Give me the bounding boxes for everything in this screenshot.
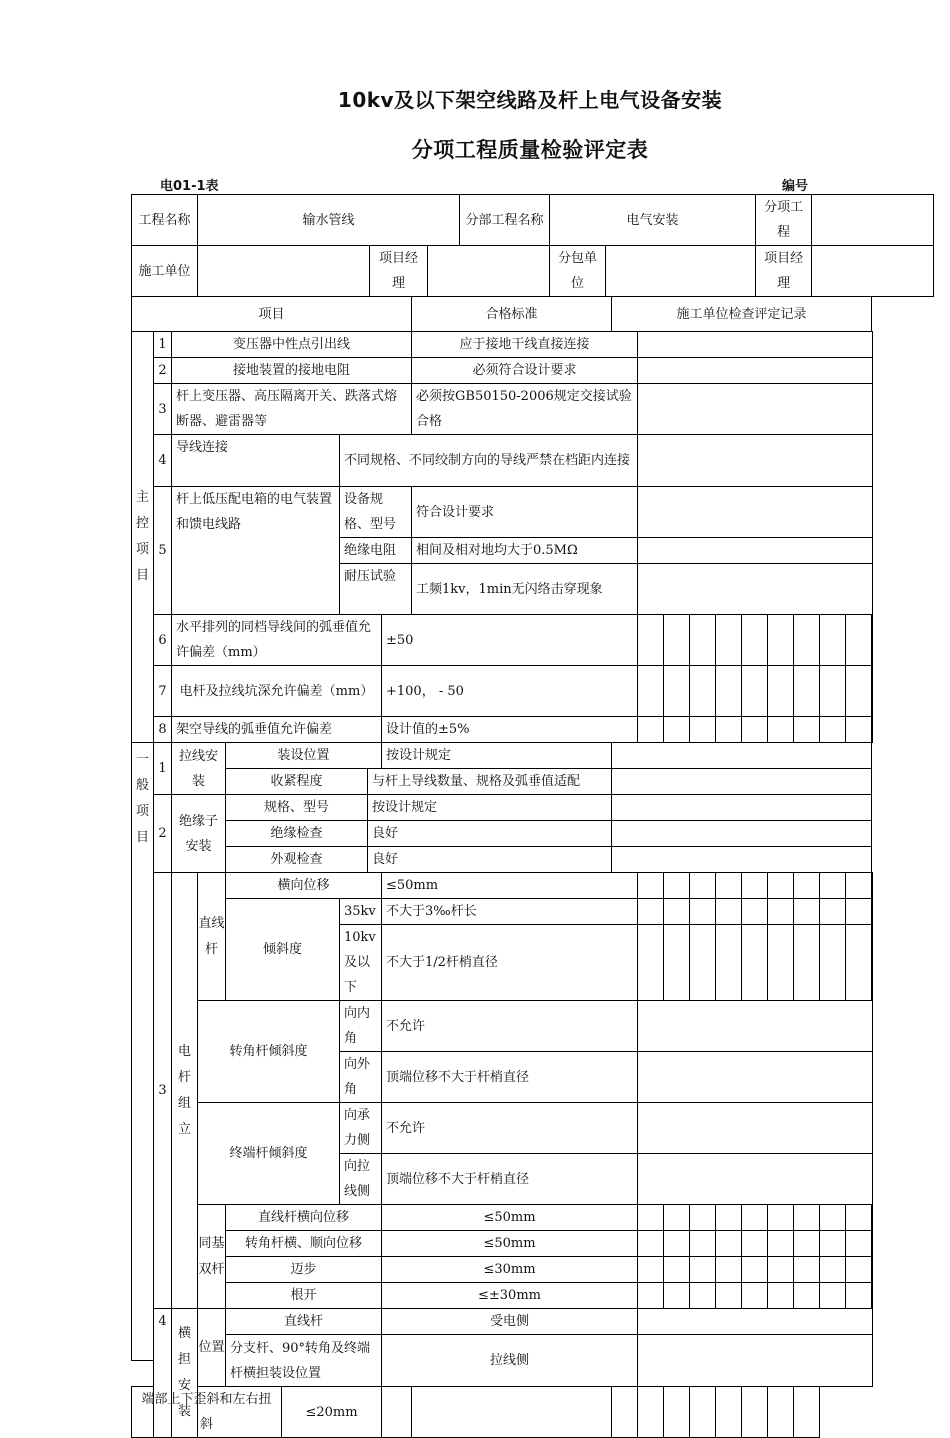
contractor-value (198, 246, 370, 297)
sub-standard: ≤30mm (382, 1257, 638, 1283)
sub-item: 规格、型号 (226, 795, 368, 821)
sub-standard: 相间及相对地均大于0.5MΩ (412, 538, 638, 564)
sub-standard: 拉线侧 (382, 1335, 638, 1387)
row-standard: 必须按GB50150-2006规定交接试验合格 (412, 384, 638, 435)
project-name-label: 工程名称 (132, 195, 198, 246)
row-item: 杆上变压器、高压隔离开关、跌落式熔断器、避雷器等 (172, 384, 412, 435)
row-standard: 设计值的±5% (382, 717, 638, 743)
double-pole-label: 同基双杆 (198, 1205, 226, 1309)
pm-value (428, 246, 550, 297)
header-table (131, 194, 934, 297)
row-record (638, 1335, 873, 1387)
contractor-label: 施工单位 (132, 246, 198, 297)
row-standard: 不同规格、不同绞制方向的导线严禁在档距内连接 (340, 435, 638, 487)
row-record (638, 358, 873, 384)
row-record (638, 564, 873, 615)
sub-standard: 工频1kv，1min无闪络击穿现象 (412, 564, 638, 615)
row-record (612, 743, 872, 769)
sub-standard: 不大于1/2杆梢直径 (382, 925, 638, 1001)
form-title-line1: 10kv及以下架空线路及杆上电气设备安装 (337, 88, 723, 112)
row-record (638, 538, 873, 564)
sub-standard: 与杆上导线数量、规格及弧垂值适配 (368, 769, 612, 795)
row-no: 3 (154, 873, 172, 1309)
sub-standard: ≤50mm (382, 873, 638, 899)
row-record (612, 795, 872, 821)
row-no: 4 (154, 435, 172, 487)
sub-item: 端部上下歪斜和左右扭斜 (132, 1387, 282, 1438)
corner-pole-label: 转角杆倾斜度 (198, 1001, 340, 1103)
row-record (638, 1052, 873, 1103)
sub-standard: 受电侧 (382, 1309, 638, 1335)
row-standard: ±50 (382, 615, 638, 666)
sub-item: 设备规格、型号 (340, 487, 412, 538)
row-item: 架空导线的弧垂值允许偏差 (172, 717, 382, 743)
sub-standard: 良好 (368, 847, 612, 873)
sub-item: 横向位移 (226, 873, 382, 899)
col-standard: 合格标准 (412, 297, 612, 332)
col-record: 施工单位检查评定记录 (612, 297, 872, 332)
sub-item: 外观检查 (226, 847, 368, 873)
row-record (638, 1001, 873, 1052)
row-no: 8 (154, 717, 172, 743)
sub-item: 绝缘电阻 (340, 538, 412, 564)
sub-standard: 不允许 (382, 1103, 638, 1154)
row-no: 6 (154, 615, 172, 666)
col-item: 项目 (132, 297, 412, 332)
row-record (638, 332, 873, 358)
row-item: 杆上低压配电箱的电气装置和馈电线路 (172, 487, 340, 615)
row-no: 3 (154, 384, 172, 435)
sub-item: 根开 (226, 1283, 382, 1309)
sub-item: 向外角 (340, 1052, 382, 1103)
sub-standard: ≤±30mm (382, 1283, 638, 1309)
row-item: 导线连接 (172, 435, 340, 487)
sub-standard: 不大于3‰杆长 (382, 899, 638, 925)
division-value: 电气安装 (550, 195, 756, 246)
sub-item: 装设位置 (226, 743, 382, 769)
row-no: 1 (154, 332, 172, 358)
sub-item: 向拉线侧 (340, 1154, 382, 1205)
sub-standard: ≤20mm (282, 1387, 382, 1438)
row-item: 变压器中性点引出线 (172, 332, 412, 358)
row-standard: 应于接地干线直接连接 (412, 332, 638, 358)
row-standard: 必须符合设计要求 (412, 358, 638, 384)
sub-item: 向承力侧 (340, 1103, 382, 1154)
row-no: 1 (154, 743, 172, 795)
sub-standard: 符合设计要求 (412, 487, 638, 538)
group-label: 电杆组立 (172, 873, 198, 1309)
sub-item: 绝缘检查 (226, 821, 368, 847)
row-record (638, 487, 873, 538)
sub-standard: 顶端位移不大于杆梢直径 (382, 1154, 638, 1205)
sub-item: 耐压试验 (340, 564, 412, 615)
sub-item: 35kv (340, 899, 382, 925)
row-record (612, 847, 872, 873)
row-item: 电杆及拉线坑深允许偏差（mm） (172, 666, 382, 717)
sub-item: 10kv及以下 (340, 925, 382, 1001)
sub-item: 向内角 (340, 1001, 382, 1052)
row-record (638, 1154, 873, 1205)
sub-standard: 顶端位移不大于杆梢直径 (382, 1052, 638, 1103)
inspection-table (131, 296, 873, 1438)
row-record (638, 1103, 873, 1154)
pm2-value (812, 246, 934, 297)
row-no: 5 (154, 487, 172, 615)
sub-standard: 按设计规定 (382, 743, 612, 769)
subitem-label: 分项工程 (756, 195, 812, 246)
row-no: 4 (154, 1309, 172, 1438)
position-label: 位置 (198, 1309, 226, 1387)
serial-label: 编号 (782, 179, 809, 194)
row-no: 2 (154, 358, 172, 384)
row-record (612, 769, 872, 795)
row-no: 7 (154, 666, 172, 717)
group-label: 拉线安装 (172, 743, 226, 795)
group-label: 横担安装 (172, 1309, 198, 1438)
sub-item: 转角杆横、顺向位移 (226, 1231, 382, 1257)
terminal-pole-label: 终端杆倾斜度 (198, 1103, 340, 1205)
straight-pole-label: 直线杆 (198, 873, 226, 1001)
sub-item: 分支杆、90°转角及终端杆横担装设位置 (226, 1335, 382, 1387)
division-label: 分部工程名称 (460, 195, 550, 246)
row-no: 2 (154, 795, 172, 873)
pm2-label: 项目经理 (756, 246, 812, 297)
sub-item: 迈步 (226, 1257, 382, 1283)
row-record (638, 435, 873, 487)
row-item: 水平排列的同档导线间的弧垂值允许偏差（mm） (172, 615, 382, 666)
form-title-line2: 分项工程质量检验评定表 (411, 138, 649, 162)
sub-item: 直线杆 (226, 1309, 382, 1335)
subcontractor-value (606, 246, 756, 297)
sub-standard: 按设计规定 (368, 795, 612, 821)
tilt-label: 倾斜度 (226, 899, 340, 1001)
row-record (638, 1309, 873, 1335)
subitem-value (812, 195, 934, 246)
sub-item: 直线杆横向位移 (226, 1205, 382, 1231)
pm-label: 项目经理 (370, 246, 428, 297)
group-label: 绝缘子安装 (172, 795, 226, 873)
sub-item: 收紧程度 (226, 769, 368, 795)
subcontractor-label: 分包单位 (550, 246, 606, 297)
row-record (638, 384, 873, 435)
row-standard: +100， - 50 (382, 666, 638, 717)
general-label: 一般项目 (132, 743, 154, 1361)
main-control-label: 主控项目 (132, 332, 154, 743)
row-item: 接地装置的接地电阻 (172, 358, 412, 384)
row-record (612, 821, 872, 847)
project-name-value: 输水管线 (198, 195, 460, 246)
sub-standard: ≤50mm (382, 1205, 638, 1231)
form-code: 电01-1表 (160, 179, 219, 194)
sub-standard: ≤50mm (382, 1231, 638, 1257)
sub-standard: 不允许 (382, 1001, 638, 1052)
sub-standard: 良好 (368, 821, 612, 847)
